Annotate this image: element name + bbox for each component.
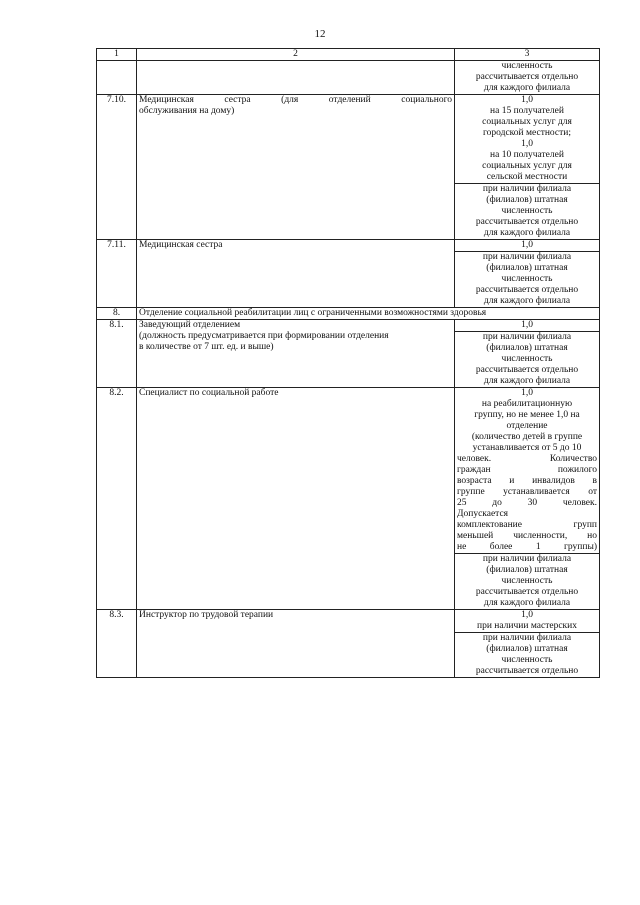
staff-table [96, 48, 600, 678]
norm-line: для каждого филиала [483, 296, 571, 306]
norm-line: при наличии филиала [482, 633, 572, 643]
row-number: 8.3. [97, 610, 137, 678]
row-number [97, 61, 137, 95]
staff-norm-cell [455, 332, 600, 388]
position-title [137, 240, 455, 308]
norm-line: при наличии мастерских [477, 621, 577, 631]
norm-line: рассчитывается отдельно [475, 72, 579, 82]
table-row [97, 61, 600, 95]
norm-line: не более 1 группы) [457, 542, 597, 552]
title-line: (должность предусматривается при формировании отделения [139, 331, 389, 341]
staff-norm-cell [455, 95, 600, 184]
header-cell: 2 [137, 49, 455, 61]
norm-line: рассчитывается отдельно [475, 217, 579, 227]
norm-line: численность [501, 274, 553, 284]
norm-line: 1,0 [521, 139, 533, 149]
norm-line: 1,0 [521, 388, 533, 398]
table-row [97, 240, 600, 252]
norm-line: для каждого филиала [483, 376, 571, 386]
norm-line: группе устанавливается от [457, 487, 597, 497]
norm-line: численность [501, 61, 553, 71]
position-title [137, 320, 455, 388]
staff-norm-cell [455, 633, 600, 678]
section-title: Отделение социальной реабилитации лиц с ограниченными возможностями здоровья [137, 308, 600, 320]
table-row [97, 320, 600, 332]
norm-line: на 10 получателей [490, 150, 564, 160]
position-title [137, 610, 455, 678]
staff-norm-cell [455, 388, 600, 554]
norm-line: городской местности; [482, 128, 572, 138]
norm-line: для каждого филиала [483, 228, 571, 238]
position-title [137, 61, 455, 95]
row-number: 8. [97, 308, 137, 320]
norm-line: возраста и инвалидов в [457, 476, 597, 486]
position-title [137, 388, 455, 610]
staff-norm-cell [455, 184, 600, 240]
staff-norm-cell [455, 252, 600, 308]
norm-line: 1,0 [521, 610, 533, 620]
title-line: Медицинская сестра (для отделений социального [139, 95, 452, 105]
norm-line: (филиалов) штатная [486, 343, 568, 353]
position-title [137, 95, 455, 240]
norm-line: 1,0 [521, 320, 533, 330]
norm-line: 25 до 30 человек. [457, 498, 597, 508]
norm-line: для каждого филиала [483, 83, 571, 93]
norm-line: для каждого филиала [483, 598, 571, 608]
staff-norm-cell [455, 240, 600, 252]
norm-line: 1,0 [521, 95, 533, 105]
section-row [97, 308, 600, 320]
title-line: Заведующий отделением [139, 320, 241, 330]
norm-line: комплектование групп [457, 520, 597, 530]
norm-line: Допускается [457, 509, 509, 519]
norm-line: меньшей численности, но [457, 531, 597, 541]
norm-line: численность [501, 354, 553, 364]
staff-norm-cell [455, 320, 600, 332]
title-line: в количестве от 7 шт. ед. и выше) [139, 342, 274, 352]
norm-line: (филиалов) штатная [486, 195, 568, 205]
norm-line: (филиалов) штатная [486, 263, 568, 273]
row-number: 8.1. [97, 320, 137, 388]
norm-line: социальных услуг для [482, 117, 572, 127]
page-number: 12 [314, 28, 326, 40]
norm-line: при наличии филиала [482, 554, 572, 564]
norm-line: устанавливается от 5 до 10 [472, 443, 582, 453]
norm-line: сельской местности [486, 172, 568, 182]
norm-line: 1,0 [521, 240, 533, 250]
header-cell: 1 [97, 49, 137, 61]
norm-line: граждан пожилого [457, 465, 597, 475]
norm-line: численность [501, 206, 553, 216]
norm-line: отделение [506, 421, 548, 431]
title-line: обслуживания на дому) [139, 106, 235, 116]
norm-line: рассчитывается отдельно [475, 587, 579, 597]
table-row [97, 610, 600, 633]
row-number: 8.2. [97, 388, 137, 610]
title-line: Медицинская сестра [139, 240, 223, 250]
norm-line: при наличии филиала [482, 184, 572, 194]
norm-line: социальных услуг для [482, 161, 572, 171]
norm-line: рассчитывается отдельно [475, 285, 579, 295]
norm-line: человек. Количество [457, 454, 597, 464]
norm-line: при наличии филиала [482, 252, 572, 262]
row-number: 7.11. [97, 240, 137, 308]
row-number: 7.10. [97, 95, 137, 240]
table-row [97, 388, 600, 554]
table-row [97, 95, 600, 184]
norm-line: рассчитывается отдельно [475, 365, 579, 375]
title-line: Инструктор по трудовой терапии [139, 610, 274, 620]
norm-line: рассчитывается отдельно [475, 666, 579, 676]
staff-norm-cell [455, 554, 600, 610]
norm-line: при наличии филиала [482, 332, 572, 342]
header-cell: 3 [455, 49, 600, 61]
title-line: Специалист по социальной работе [139, 388, 279, 398]
norm-line: (филиалов) штатная [486, 565, 568, 575]
norm-line: (филиалов) штатная [486, 644, 568, 654]
staff-norm-cell [455, 610, 600, 633]
norm-line: группу, но не менее 1,0 на [474, 410, 580, 420]
norm-line: на реабилитационную [481, 399, 573, 409]
table-header-row [97, 49, 600, 61]
norm-line: на 15 получателей [490, 106, 564, 116]
norm-line: численность [501, 655, 553, 665]
norm-line: численность [501, 576, 553, 586]
staff-norm-cell [455, 61, 600, 95]
norm-line: (количество детей в группе [471, 432, 583, 442]
